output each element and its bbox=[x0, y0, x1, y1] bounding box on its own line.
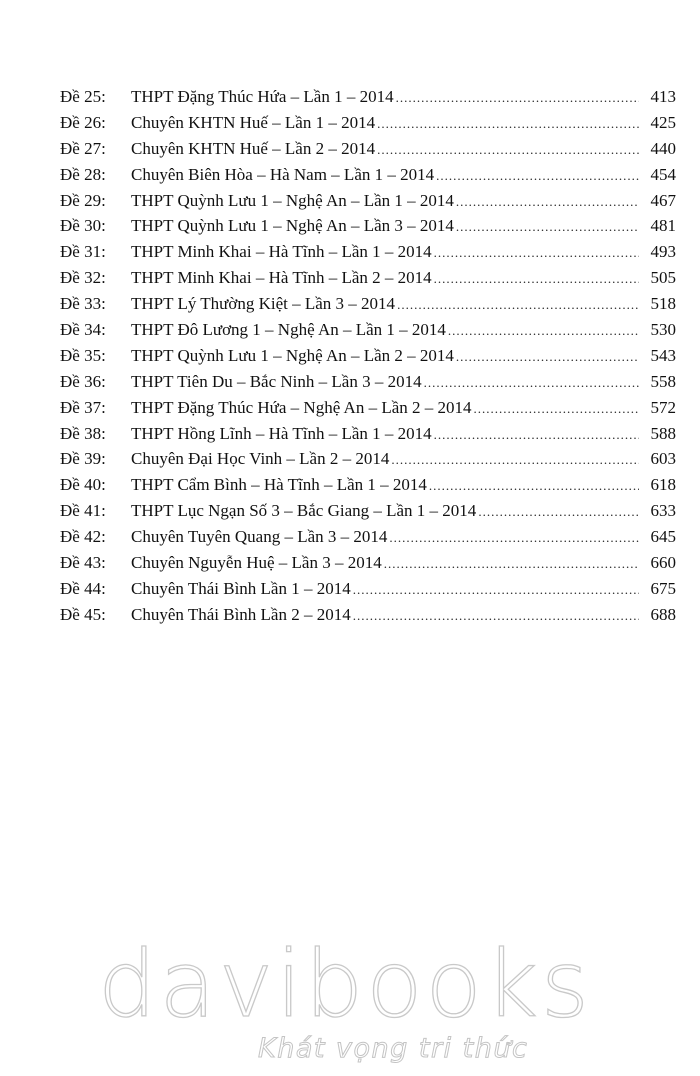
dot-leader bbox=[429, 473, 639, 499]
toc-entry-label: Đề 27: bbox=[60, 138, 106, 158]
toc-entry-label: Đề 26: bbox=[60, 112, 106, 132]
toc-entry-title: THPT Đô Lương 1 – Nghệ An – Lần 1 – 2014 bbox=[131, 320, 446, 340]
toc-entry-label: Đề 45: bbox=[60, 604, 106, 624]
toc-entry-page: 588 bbox=[650, 423, 676, 443]
toc-entry-label: Đề 32: bbox=[60, 268, 106, 288]
toc-entry-title: THPT Quỳnh Lưu 1 – Nghệ An – Lần 3 – 2014 bbox=[131, 216, 454, 236]
toc-entry-label: Đề 44: bbox=[60, 578, 106, 598]
toc-entry-title: THPT Tiên Du – Bắc Ninh – Lần 3 – 2014 bbox=[131, 371, 422, 391]
toc-entry-label: Đề 40: bbox=[60, 475, 106, 495]
toc-entry-title: THPT Đặng Thúc Hứa – Lần 1 – 2014 bbox=[131, 87, 394, 106]
toc-entry-label: Đề 31: bbox=[60, 242, 106, 262]
toc-entry-title: THPT Minh Khai – Hà Tĩnh – Lần 2 – 2014 bbox=[131, 268, 432, 288]
toc-entry bbox=[60, 395, 676, 421]
toc-entry-title: THPT Hồng Lĩnh – Hà Tĩnh – Lần 1 – 2014 bbox=[131, 423, 432, 443]
toc-entry-title: THPT Lục Ngạn Số 3 – Bắc Giang – Lần 1 – 2014 bbox=[131, 501, 477, 521]
toc-entry bbox=[60, 369, 676, 395]
watermark-brand: davibooks bbox=[98, 931, 592, 1038]
toc-entry-page: 440 bbox=[650, 138, 676, 158]
toc-entry-title: THPT Cẩm Bình – Hà Tĩnh – Lần 1 – 2014 bbox=[131, 475, 427, 495]
toc-entry bbox=[60, 110, 676, 136]
toc-entry-label: Đề 33: bbox=[60, 294, 106, 314]
toc-entry-page: 645 bbox=[650, 527, 676, 547]
toc-entry-page: 467 bbox=[650, 190, 676, 210]
dot-leader bbox=[478, 499, 639, 525]
toc-entry bbox=[60, 291, 676, 317]
toc-entry bbox=[60, 136, 676, 162]
toc-entry-page: 558 bbox=[650, 371, 676, 391]
dot-leader bbox=[396, 85, 639, 111]
toc-entry-page: 505 bbox=[650, 268, 676, 288]
dot-leader bbox=[456, 189, 639, 215]
toc-entry-title: THPT Lý Thường Kiệt – Lần 3 – 2014 bbox=[131, 294, 396, 314]
toc-entry-page: 572 bbox=[650, 397, 676, 417]
toc-entry-page: 660 bbox=[650, 553, 676, 573]
toc-entry bbox=[60, 498, 676, 524]
toc-entry bbox=[60, 421, 676, 447]
dot-leader bbox=[397, 292, 639, 318]
toc-entry-page: 518 bbox=[650, 294, 676, 314]
toc-entry bbox=[60, 239, 676, 265]
toc-entry-label: Đề 38: bbox=[60, 423, 106, 443]
toc-entry-title: Chuyên Thái Bình Lần 1 – 2014 bbox=[131, 578, 351, 598]
toc-entry-title: Chuyên KHTN Huế – Lần 1 – 2014 bbox=[131, 112, 376, 132]
toc-entry-title: Chuyên Thái Bình Lần 2 – 2014 bbox=[131, 604, 351, 624]
toc-entry-label: Đề 28: bbox=[60, 164, 106, 184]
toc-entry-title: Chuyên KHTN Huế – Lần 2 – 2014 bbox=[131, 138, 376, 158]
toc-entry-page: 530 bbox=[650, 320, 676, 340]
toc-entry-label: Đề 35: bbox=[60, 345, 106, 365]
dot-leader bbox=[456, 214, 639, 240]
dot-leader bbox=[353, 577, 639, 603]
toc-entry-page: 413 bbox=[650, 87, 676, 106]
dot-leader bbox=[353, 603, 639, 629]
toc-entry-label: Đề 41: bbox=[60, 501, 106, 521]
dot-leader bbox=[424, 370, 639, 396]
toc-entry-page: 675 bbox=[650, 578, 676, 598]
dot-leader bbox=[436, 163, 639, 189]
toc-entry-title: Chuyên Đại Học Vinh – Lần 2 – 2014 bbox=[131, 449, 390, 469]
toc-entry bbox=[60, 446, 676, 472]
toc-entry-label: Đề 30: bbox=[60, 216, 106, 236]
toc-entry-title: Chuyên Nguyễn Huệ – Lần 3 – 2014 bbox=[131, 553, 382, 573]
dot-leader bbox=[384, 551, 639, 577]
dot-leader bbox=[391, 447, 639, 473]
toc-entry bbox=[60, 84, 676, 110]
toc-entry-label: Đề 43: bbox=[60, 553, 106, 573]
toc-entry-page: 618 bbox=[650, 475, 676, 495]
toc-entry-label: Đề 42: bbox=[60, 527, 106, 547]
toc-entry bbox=[60, 188, 676, 214]
dot-leader bbox=[389, 525, 639, 551]
toc-entry-label: Đề 37: bbox=[60, 397, 106, 417]
toc-entry-title: THPT Quỳnh Lưu 1 – Nghệ An – Lần 1 – 2014 bbox=[131, 190, 454, 210]
dot-leader bbox=[377, 111, 639, 137]
dot-leader bbox=[434, 240, 639, 266]
toc-entry-page: 543 bbox=[650, 345, 676, 365]
dot-leader bbox=[434, 266, 639, 292]
table-of-contents bbox=[60, 84, 676, 628]
dot-leader bbox=[434, 422, 639, 448]
toc-entry bbox=[60, 265, 676, 291]
toc-entry-title: THPT Đặng Thúc Hứa – Nghệ An – Lần 2 – 2014 bbox=[131, 397, 472, 417]
dot-leader bbox=[448, 318, 639, 344]
toc-entry bbox=[60, 576, 676, 602]
toc-entry-label: Đề 34: bbox=[60, 320, 106, 340]
toc-entry-title: Chuyên Biên Hòa – Hà Nam – Lần 1 – 2014 bbox=[131, 164, 435, 184]
toc-entry-page: 688 bbox=[650, 604, 676, 624]
toc-entry bbox=[60, 162, 676, 188]
dot-leader bbox=[456, 344, 639, 370]
toc-entry-page: 493 bbox=[650, 242, 676, 262]
watermark-tagline: Khát vọng tri thức bbox=[258, 1033, 529, 1064]
toc-entry-title: THPT Minh Khai – Hà Tĩnh – Lần 1 – 2014 bbox=[131, 242, 432, 262]
toc-entry bbox=[60, 213, 676, 239]
toc-entry-page: 425 bbox=[650, 112, 676, 132]
toc-entry-page: 454 bbox=[650, 164, 676, 184]
publisher-watermark bbox=[0, 931, 700, 1064]
toc-entry-label: Đề 25: bbox=[60, 87, 106, 106]
toc-entry bbox=[60, 550, 676, 576]
toc-entry-label: Đề 36: bbox=[60, 371, 106, 391]
toc-entry-label: Đề 39: bbox=[60, 449, 106, 469]
toc-entry bbox=[60, 602, 676, 628]
toc-entry bbox=[60, 317, 676, 343]
toc-entry bbox=[60, 472, 676, 498]
dot-leader bbox=[377, 137, 639, 163]
toc-entry bbox=[60, 343, 676, 369]
toc-entry-page: 633 bbox=[650, 501, 676, 521]
toc-entry-label: Đề 29: bbox=[60, 190, 106, 210]
toc-entry-title: Chuyên Tuyên Quang – Lần 3 – 2014 bbox=[131, 527, 388, 547]
toc-entry-title: THPT Quỳnh Lưu 1 – Nghệ An – Lần 2 – 2014 bbox=[131, 345, 454, 365]
toc-entry-page: 603 bbox=[650, 449, 676, 469]
toc-entry-page: 481 bbox=[650, 216, 676, 236]
toc-entry bbox=[60, 524, 676, 550]
dot-leader bbox=[474, 396, 639, 422]
